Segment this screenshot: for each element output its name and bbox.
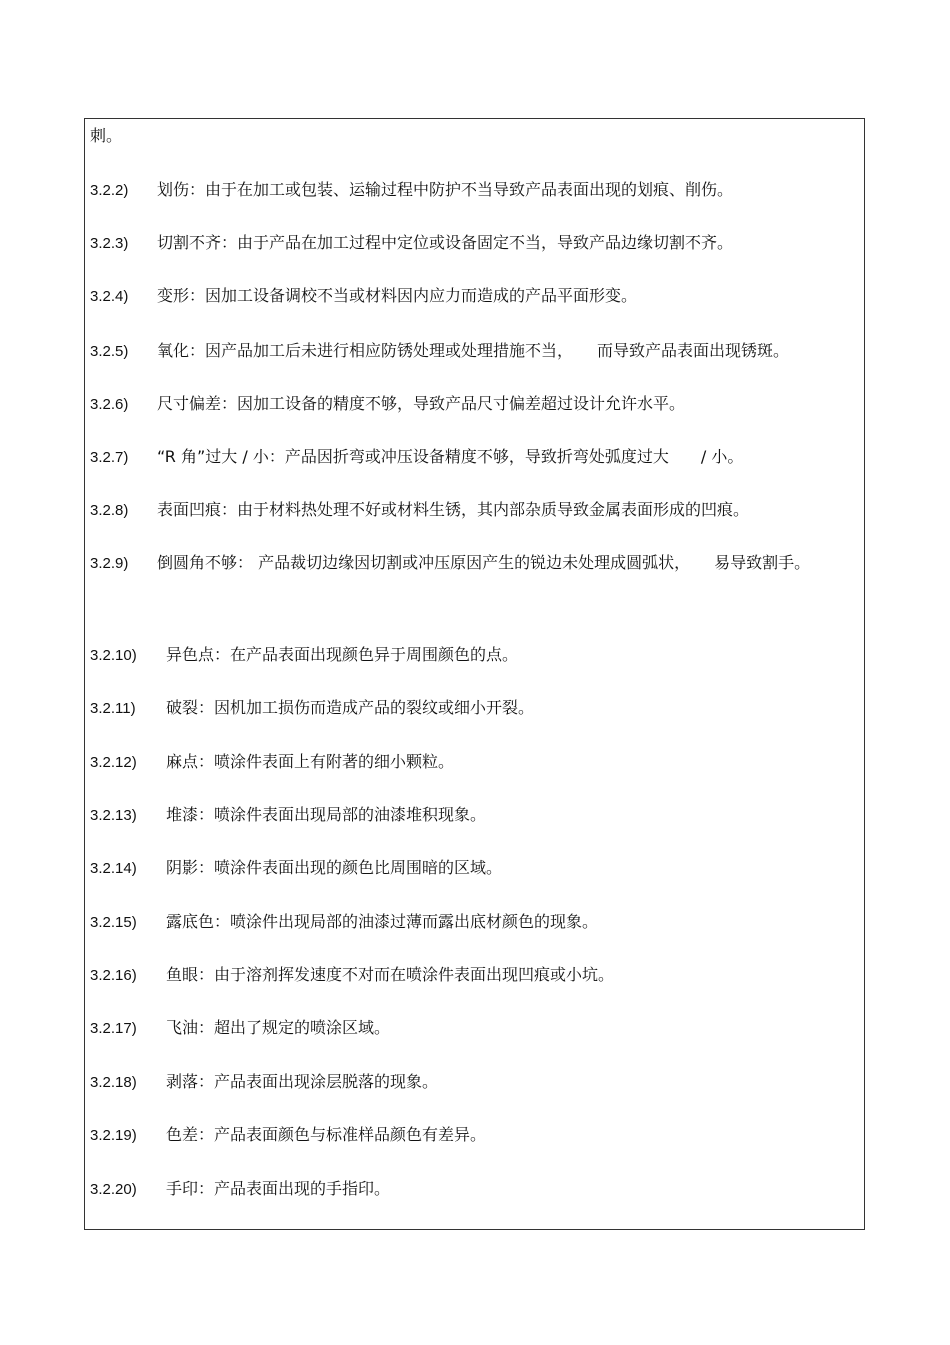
item-text: 尺寸偏差：因加工设备的精度不够，导致产品尺寸偏差超过设计允许水平。 bbox=[157, 394, 686, 413]
item-text: 表面凹痕：由于材料热处理不好或材料生锈，其内部杂质导致金属表面形成的凹痕。 bbox=[157, 500, 750, 519]
list-item bbox=[90, 965, 614, 986]
item-number: 3.2.17) bbox=[90, 1020, 137, 1037]
item-number: 3.2.3) bbox=[90, 235, 129, 252]
list-item bbox=[90, 341, 789, 362]
list-item bbox=[90, 698, 534, 719]
item-text: 剥落：产品表面出现涂层脱落的现象。 bbox=[166, 1072, 439, 1091]
item-number: 3.2.12) bbox=[90, 754, 137, 771]
list-item bbox=[90, 447, 743, 468]
item-text: 露底色：喷涂件出现局部的油漆过薄而露出底材颜色的现象。 bbox=[166, 912, 599, 931]
item-number: 3.2.5) bbox=[90, 343, 129, 360]
list-item bbox=[90, 1179, 390, 1200]
list-item bbox=[90, 500, 749, 521]
item-number: 3.2.16) bbox=[90, 967, 137, 984]
continuation-text: 刺。 bbox=[90, 126, 123, 145]
item-text: 色差：产品表面颜色与标准样品颜色有差异。 bbox=[166, 1125, 487, 1144]
list-item bbox=[90, 1072, 438, 1093]
item-text: 氧化：因产品加工后未进行相应防锈处理或处理措施不当， 而导致产品表面出现锈斑。 bbox=[157, 341, 790, 360]
item-text: 变形：因加工设备调校不当或材料因内应力而造成的产品平面形变。 bbox=[157, 286, 638, 305]
item-number: 3.2.2) bbox=[90, 182, 129, 199]
item-text: 倒圆角不够： 产品裁切边缘因切割或冲压原因产生的锐边未处理成圆弧状， 易导致割手。 bbox=[157, 553, 811, 572]
item-number: 3.2.14) bbox=[90, 860, 137, 877]
list-item bbox=[90, 858, 502, 879]
item-number: 3.2.13) bbox=[90, 807, 137, 824]
item-number: 3.2.15) bbox=[90, 914, 137, 931]
item-text: 划伤：由于在加工或包装、运输过程中防护不当导致产品表面出现的划痕、削伤。 bbox=[157, 180, 734, 199]
list-item bbox=[90, 233, 733, 254]
item-number: 3.2.4) bbox=[90, 288, 129, 305]
list-item bbox=[90, 805, 486, 826]
item-text: 破裂：因机加工损伤而造成产品的裂纹或细小开裂。 bbox=[166, 698, 535, 717]
item-number: 3.2.11) bbox=[90, 700, 136, 717]
item-text: 切割不齐：由于产品在加工过程中定位或设备固定不当，导致产品边缘切割不齐。 bbox=[157, 233, 734, 252]
item-text: 异色点：在产品表面出现颜色异于周围颜色的点。 bbox=[166, 645, 519, 664]
item-number: 3.2.6) bbox=[90, 396, 129, 413]
item-number: 3.2.8) bbox=[90, 502, 129, 519]
list-item bbox=[90, 912, 598, 933]
item-number: 3.2.19) bbox=[90, 1127, 137, 1144]
list-item bbox=[90, 545, 855, 582]
item-text: 飞油：超出了规定的喷涂区域。 bbox=[166, 1018, 391, 1037]
item-text: 鱼眼：由于溶剂挥发速度不对而在喷涂件表面出现凹痕或小坑。 bbox=[166, 965, 615, 984]
list-item bbox=[90, 1125, 486, 1146]
item-number: 3.2.10) bbox=[90, 647, 137, 664]
item-text: “R 角”过大 / 小：产品因折弯或冲压设备精度不够，导致折弯处弧度过大 / 小。 bbox=[157, 447, 744, 466]
list-item bbox=[90, 394, 685, 415]
item-text: 手印：产品表面出现的手指印。 bbox=[166, 1179, 391, 1198]
content-frame bbox=[84, 118, 865, 1230]
item-number: 3.2.18) bbox=[90, 1074, 137, 1091]
item-number: 3.2.7) bbox=[90, 449, 129, 466]
list-item bbox=[90, 286, 637, 307]
item-text: 麻点：喷涂件表面上有附著的细小颗粒。 bbox=[166, 752, 455, 771]
item-number: 3.2.9) bbox=[90, 555, 129, 572]
list-item bbox=[90, 752, 454, 773]
list-item bbox=[90, 645, 518, 666]
item-text: 堆漆：喷涂件表面出现局部的油漆堆积现象。 bbox=[166, 805, 487, 824]
item-text: 阴影：喷涂件表面出现的颜色比周围暗的区域。 bbox=[166, 858, 503, 877]
item-number: 3.2.20) bbox=[90, 1181, 137, 1198]
list-item bbox=[90, 1018, 390, 1039]
list-item bbox=[90, 180, 733, 201]
